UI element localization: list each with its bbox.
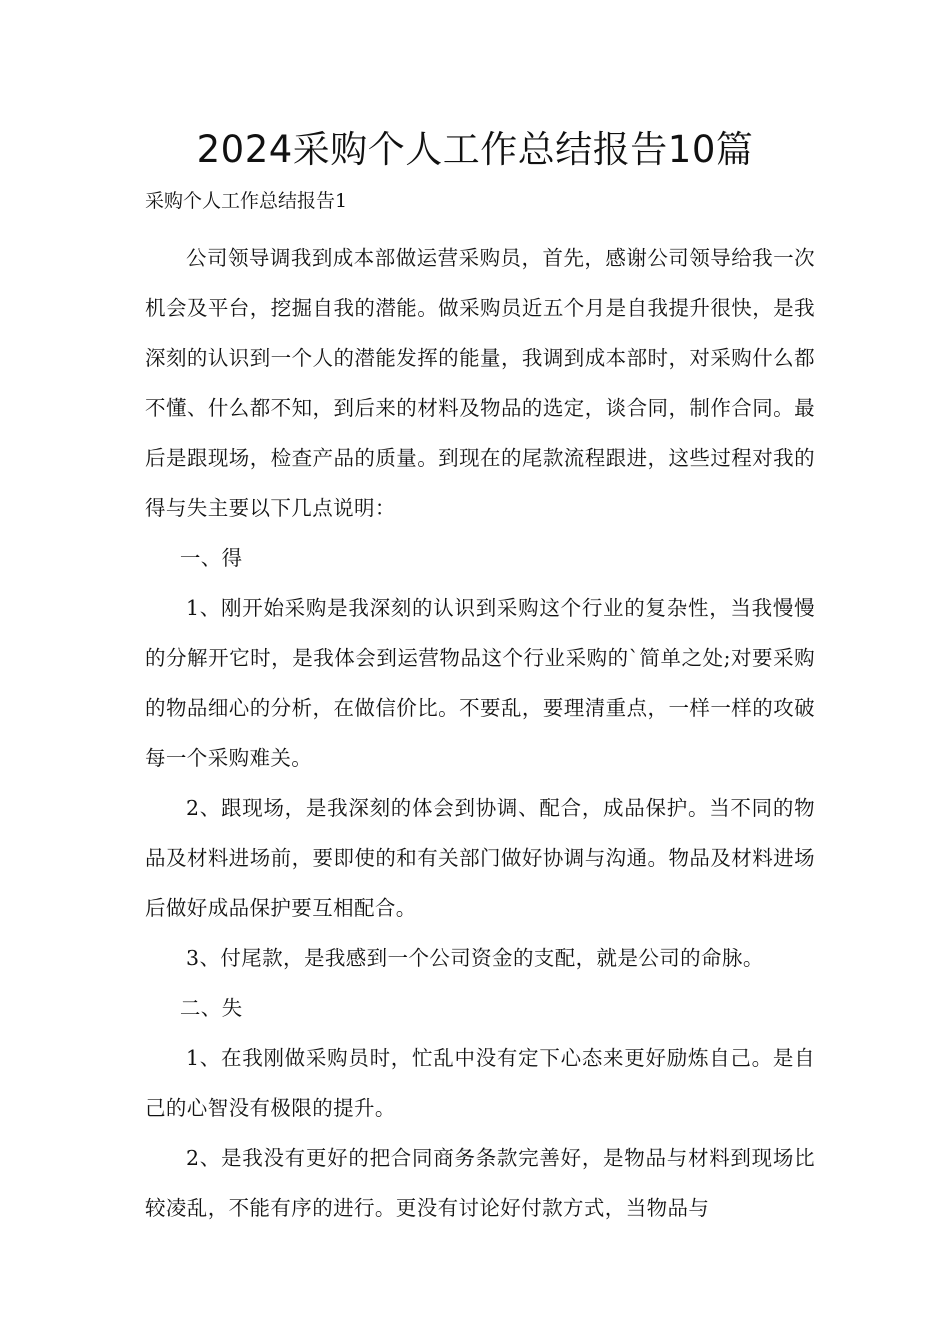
paragraph-loss-1: 1、在我刚做采购员时，忙乱中没有定下心态来更好励炼自己。是自己的心智没有极限的提升。 bbox=[145, 1046, 815, 1120]
document-title: 2024采购个人工作总结报告10篇 bbox=[196, 128, 754, 171]
section-heading-gains: 一、得 bbox=[179, 546, 243, 570]
document-subtitle: 采购个人工作总结报告1 bbox=[145, 190, 348, 212]
paragraph-gain-1: 1、刚开始采购是我深刻的认识到采购这个行业的复杂性，当我慢慢的分解开它时，是我体会到运营物品这个行业采购的`简单之处;对要采购的物品细心的分析，在做信价比。不要乱，要理清重点，一样一样的攻破每一个采购难关。 bbox=[145, 596, 815, 770]
document-body bbox=[145, 233, 815, 1233]
paragraph-loss-2: 2、是我没有更好的把合同商务条款完善好，是物品与材料到现场比较凌乱，不能有序的进行。更没有讨论好付款方式，当物品与 bbox=[145, 1146, 815, 1220]
paragraph-gain-2: 2、跟现场，是我深刻的体会到协调、配合，成品保护。当不同的物品及材料进场前，要即使的和有关部门做好协调与沟通。物品及材料进场后做好成品保护要互相配合。 bbox=[145, 796, 815, 920]
section-heading-losses: 二、失 bbox=[179, 996, 243, 1020]
paragraph-gain-3: 3、付尾款，是我感到一个公司资金的支配，就是公司的命脉。 bbox=[186, 946, 764, 970]
paragraph-intro: 公司领导调我到成本部做运营采购员，首先，感谢公司领导给我一次机会及平台，挖掘自我的潜能。做采购员近五个月是自我提升很快，是我深刻的认识到一个人的潜能发挥的能量，我调到成本部时，对采购什么都不懂、什么都不知，到后来的材料及物品的选定，谈合同，制作合同。最后是跟现场，检查产品的质量。到现在的尾款流程跟进，这些过程对我的得与失主要以下几点说明： bbox=[145, 246, 815, 520]
